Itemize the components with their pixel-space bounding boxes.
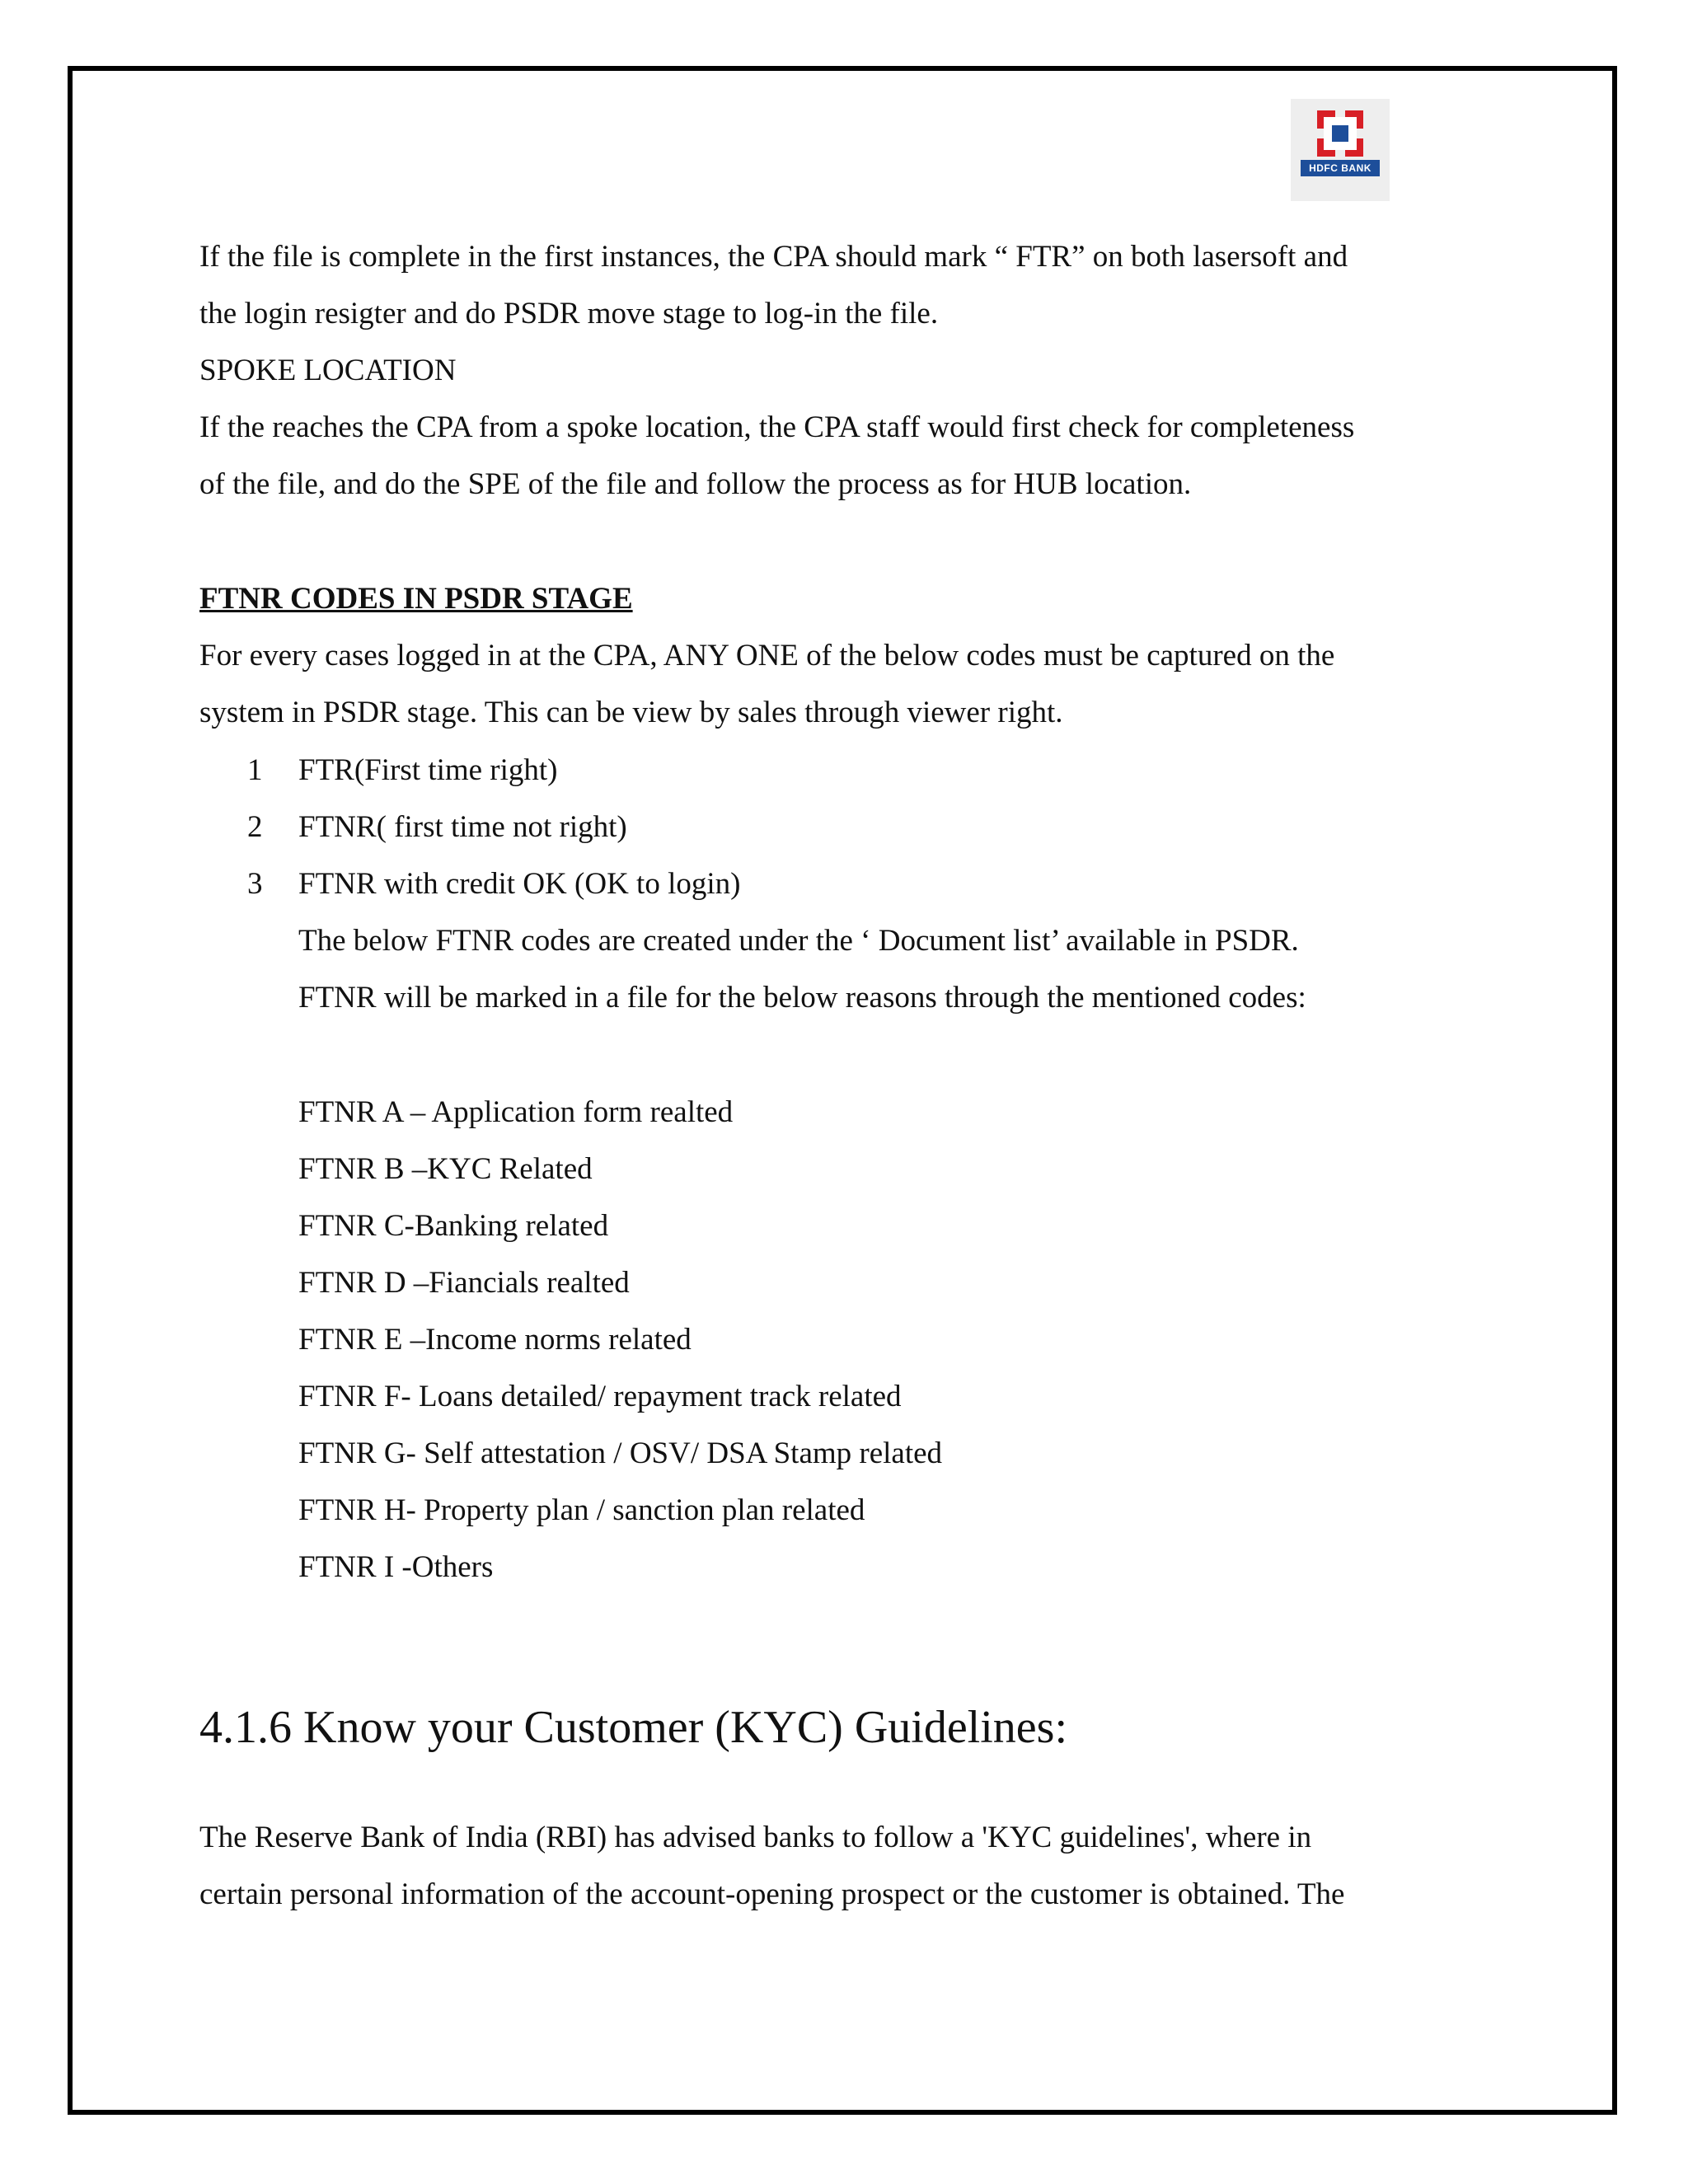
codes-note-line: FTNR will be marked in a file for the below reasons through the mentioned codes: <box>298 981 1306 1015</box>
kyc-text-line: certain personal information of the account-opening prospect or the customer is obtained. The <box>199 1877 1345 1911</box>
code-text: FTNR with credit OK (OK to login) <box>298 867 741 901</box>
ftnr-list-item: FTNR E –Income norms related <box>298 1323 692 1357</box>
code-number: 3 <box>247 867 263 901</box>
intro-line: If the file is complete in the first instances, the CPA should mark “ FTR” on both lasersoft and <box>199 240 1348 274</box>
spoke-location-label: SPOKE LOCATION <box>199 354 457 387</box>
hdfc-bank-logo <box>1291 99 1390 201</box>
intro-line: If the reaches the CPA from a spoke location, the CPA staff would first check for completeness <box>199 410 1355 444</box>
hdfc-logo-mark-icon <box>1317 110 1363 157</box>
codes-note-line: The below FTNR codes are created under the ‘ Document list’ available in PSDR. <box>298 924 1299 958</box>
kyc-text-line: The Reserve Bank of India (RBI) has advised banks to follow a 'KYC guidelines', where in <box>199 1821 1312 1854</box>
code-number: 2 <box>247 810 263 844</box>
logo-text: HDFC BANK <box>1301 160 1380 176</box>
intro-line: of the file, and do the SPE of the file and follow the process as for HUB location. <box>199 467 1192 501</box>
ftnr-list-item: FTNR I -Others <box>298 1550 494 1584</box>
ftnr-list-item: FTNR D –Fiancials realted <box>298 1266 630 1300</box>
ftnr-intro-line: For every cases logged in at the CPA, ANY ONE of the below codes must be captured on the <box>199 639 1335 673</box>
ftnr-list-item: FTNR C-Banking related <box>298 1209 609 1243</box>
intro-line: the login resigter and do PSDR move stage to log-in the file. <box>199 297 939 330</box>
section-title: 4.1.6 Know your Customer (KYC) Guidelines: <box>199 1702 1068 1753</box>
code-number: 1 <box>247 753 263 787</box>
ftnr-heading: FTNR CODES IN PSDR STAGE <box>199 582 633 616</box>
ftnr-list-item: FTNR F- Loans detailed/ repayment track related <box>298 1380 902 1413</box>
ftnr-intro-line: system in PSDR stage. This can be view by sales through viewer right. <box>199 696 1063 729</box>
ftnr-list-item: FTNR H- Property plan / sanction plan related <box>298 1493 865 1527</box>
code-text: FTR(First time right) <box>298 753 558 787</box>
ftnr-list-item: FTNR G- Self attestation / OSV/ DSA Stamp related <box>298 1436 943 1470</box>
ftnr-list-item: FTNR B –KYC Related <box>298 1152 593 1186</box>
ftnr-list-item: FTNR A – Application form realted <box>298 1095 734 1129</box>
code-text: FTNR( first time not right) <box>298 810 627 844</box>
